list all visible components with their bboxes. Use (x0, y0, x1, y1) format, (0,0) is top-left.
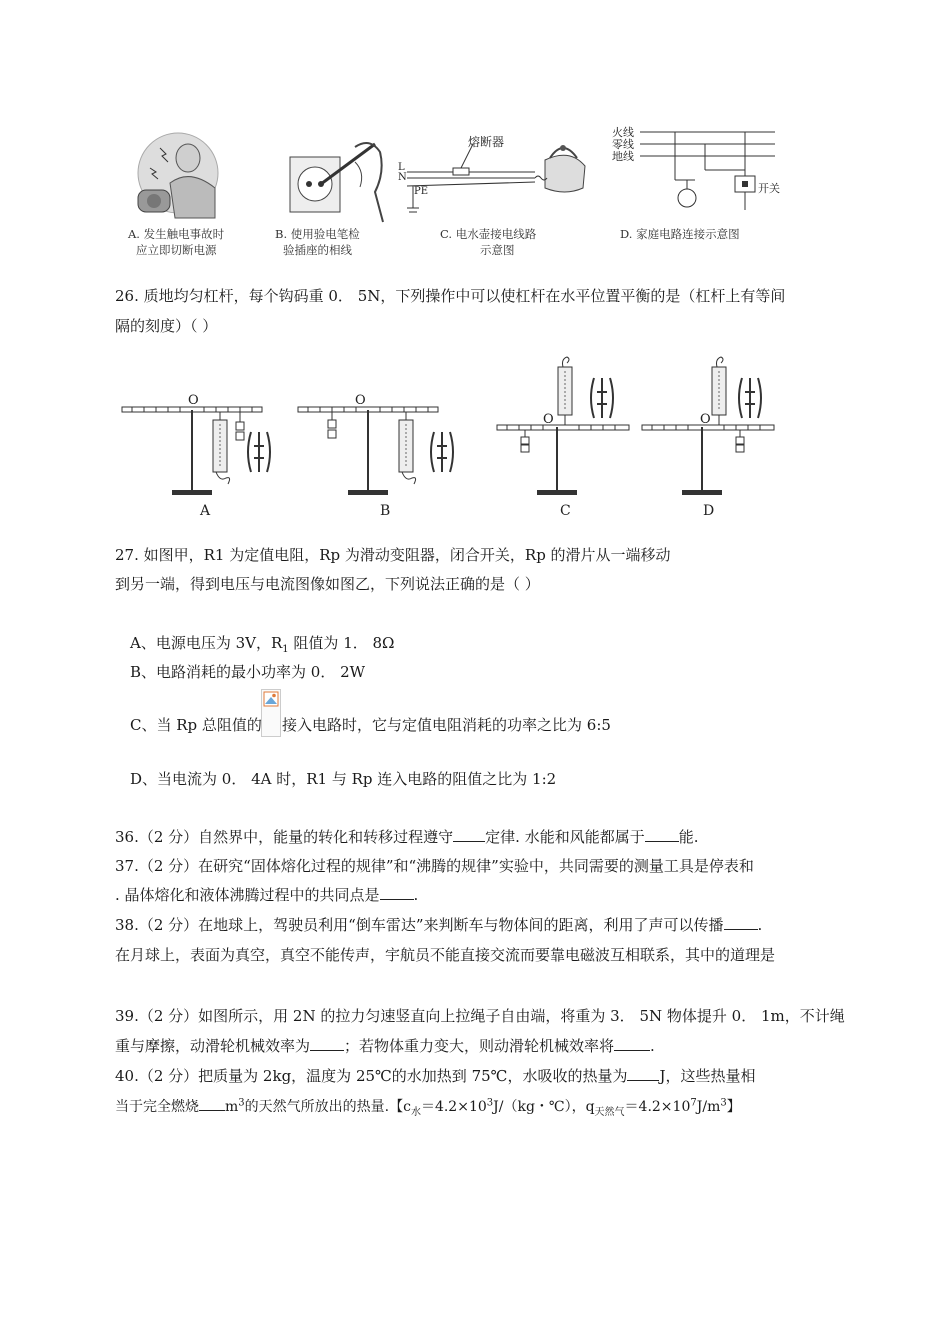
q38-line1: 38.（2 分）在地球上，驾驶员利用“倒车雷达”来判断车与物体间的距离，利用了声可以传播 . (115, 916, 763, 934)
q36-blank-2[interactable] (645, 827, 679, 842)
q27-option-c-post: 接入电路时，它与定值电阻消耗的功率之比为 6:5 (282, 716, 611, 734)
label-ground-wire: 地线 (612, 150, 634, 163)
figure-25c-caption: C. 电水壶接电线路 示意图 (440, 227, 537, 257)
q38-line2: 在月球上，表面为真空，真空不能传声，宇航员不能直接交流而要靠电磁波互相联系，其中的道理是 (115, 946, 776, 964)
q39-blank-2[interactable] (614, 1036, 650, 1051)
broken-image-placeholder (261, 689, 281, 737)
q39-line2: 重与摩擦，动滑轮机械效率为 ；若物体重力变大，则动滑轮机械效率将 . (115, 1037, 655, 1055)
lever-figure-b (296, 380, 446, 498)
q40-blank-2[interactable] (199, 1096, 225, 1111)
label-switch: 开关 (758, 182, 780, 195)
label-N: N (398, 172, 407, 183)
q40-line1: 40.（2 分）把质量为 2kg，温度为 25℃的水加热到 75℃，水吸收的热量为 J，这些热量相 (115, 1067, 756, 1085)
label-PE: PE (414, 186, 429, 197)
lever-d-label: D (703, 503, 715, 519)
q27-line1: 27. 如图甲，R1 为定值电阻，Rp 为滑动变阻器，闭合开关，Rp 的滑片从一端移动 (115, 546, 671, 564)
lever-c-dial-icon (588, 374, 616, 422)
q39-line1: 39.（2 分）如图所示，用 2N 的拉力匀速竖直向上拉绳子自由端，将重为 3． 5N 物体提升 0． 1m，不计绳 (115, 1007, 845, 1025)
lever-c-label: C (560, 503, 571, 519)
figure-25b-test-pen (285, 132, 395, 227)
lever-d-dial-icon (736, 374, 764, 422)
q26-line1: 26. 质地均匀杠杆，每个钩码重 0． 5N，下列操作中可以使杠杆在水平位置平衡的是（杠杆上有等间 (115, 287, 786, 305)
figure-25a-electric-shock (130, 128, 250, 228)
q36-blank-1[interactable] (453, 827, 485, 842)
q26-line2: 隔的刻度）（ ） (115, 317, 218, 335)
lever-b-dial-icon (428, 428, 456, 476)
lever-d-pivot: O (700, 412, 711, 427)
q27-option-b: B、电路消耗的最小功率为 0． 2W (130, 663, 366, 681)
lever-b-label: B (380, 503, 391, 519)
q27-option-c-pre: C、当 Rp 总阻值的 (130, 716, 262, 734)
q38-blank[interactable] (724, 915, 758, 930)
lever-b-pivot: O (355, 393, 366, 408)
lever-c-pivot: O (543, 412, 554, 427)
figure-25a-caption: A. 发生触电事故时 应立即切断电源 (128, 227, 225, 257)
q37-blank[interactable] (380, 885, 414, 900)
lever-a-label: A (200, 503, 211, 519)
q36: 36.（2 分）自然界中，能量的转化和转移过程遵守 定律. 水能和风能都属于 能. (115, 828, 699, 846)
q37-line1: 37.（2 分）在研究“固体熔化过程的规律”和“沸腾的规律”实验中，共同需要的测量工具是停表和 (115, 857, 754, 875)
q27-option-a: A、电源电压为 3V，$R_1$ 阻值为 1． 8Ω (130, 634, 395, 655)
label-zero-wire: 零线 (612, 138, 634, 151)
q40-line2: 当于完全燃烧 $m^3$的天然气所放出的热量.【$c_水=4.2\times 10^3J/(kg$・℃），$q_{天然气}=4.2\times 10^7J/m^3$】 (115, 1097, 741, 1118)
label-L: L (398, 162, 405, 173)
q27-option-d: D、当电流为 0． 4A 时，R1 与 Rp 连入电路的阻值之比为 1:2 (130, 770, 557, 788)
q40-blank-1[interactable] (627, 1066, 659, 1081)
lever-a-pivot: O (188, 393, 199, 408)
figure-25d-caption: D. 家庭电路连接示意图 (620, 227, 740, 241)
label-fuse: 熔断器 (468, 135, 505, 149)
q39-blank-1[interactable] (310, 1036, 344, 1051)
broken-image-icon (263, 691, 279, 707)
q37-line2: . 晶体熔化和液体沸腾过程中的共同点是 . (115, 886, 419, 904)
label-fire-wire: 火线 (612, 126, 634, 139)
q27-line2: 到另一端，得到电压与电流图像如图乙，下列说法正确的是（ ） (115, 575, 540, 593)
lever-a-dial-icon (245, 428, 273, 476)
figure-25b-caption: B. 使用验电笔检 验插座的相线 (275, 227, 360, 257)
